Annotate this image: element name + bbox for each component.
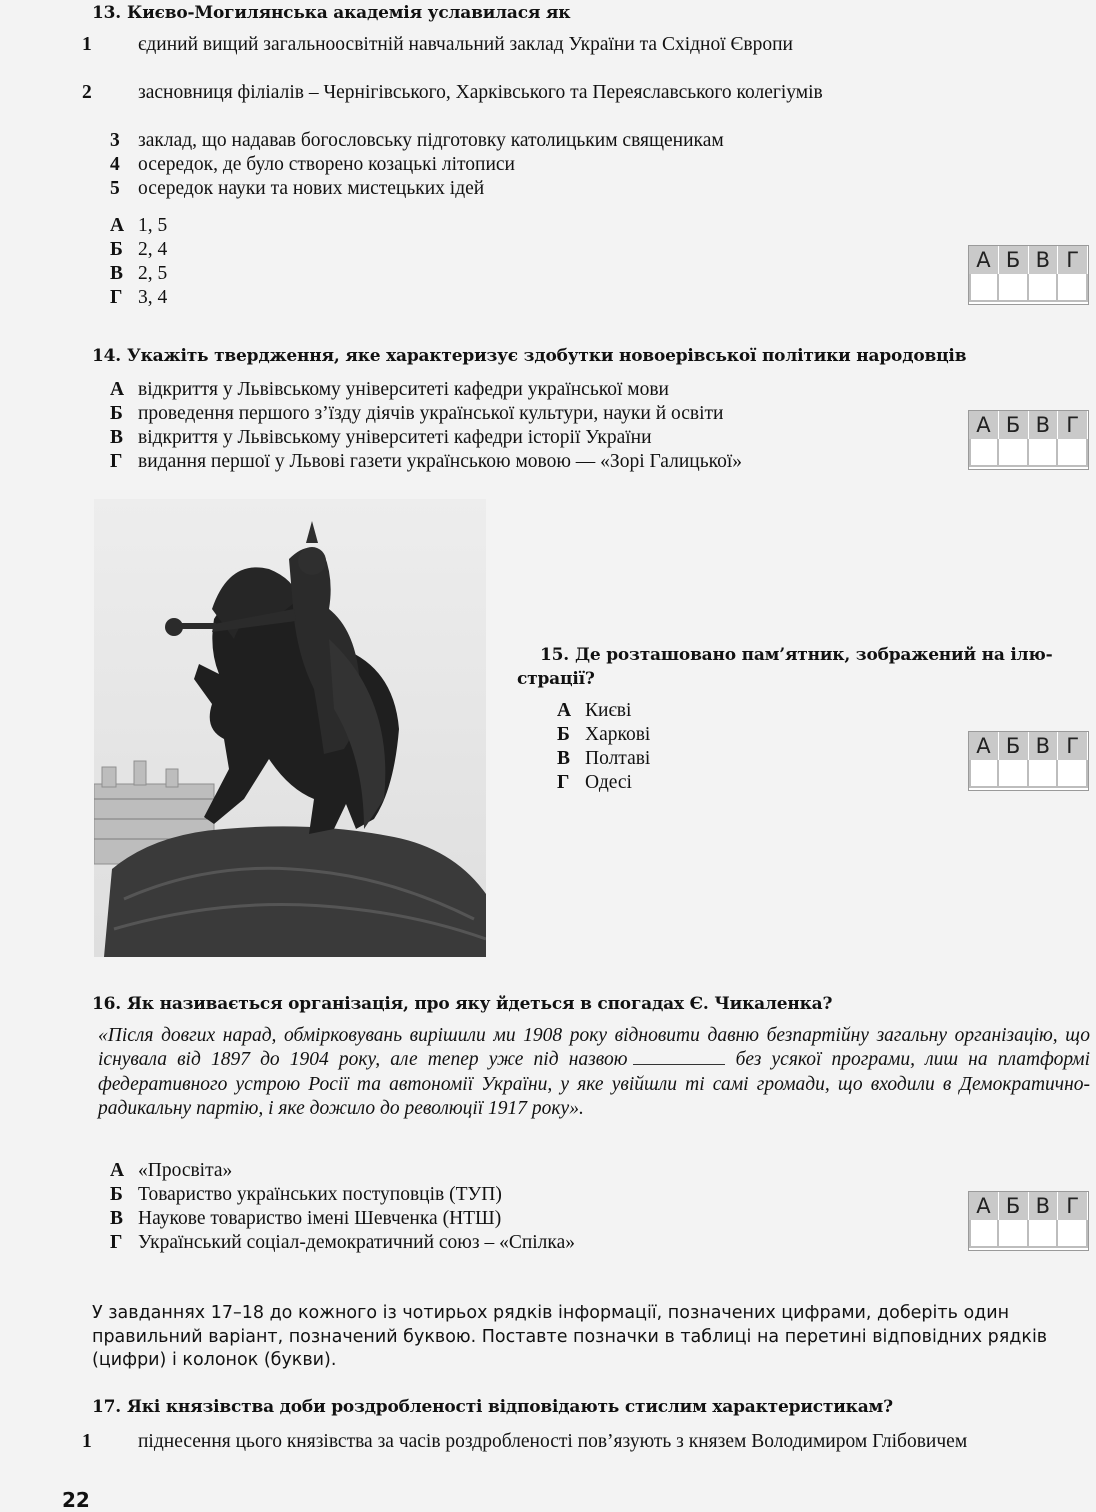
answer-cell-d[interactable] xyxy=(1058,439,1088,467)
q13-option-c: В 2, 5 xyxy=(110,263,168,284)
answer-letter-b: Б xyxy=(999,411,1029,439)
q13-title xyxy=(92,3,570,23)
answer-cell-c[interactable] xyxy=(1029,274,1059,302)
answer-letter-a: А xyxy=(969,411,999,439)
q16-option-c: В Наукове товариство імені Шевченка (НТШ) xyxy=(110,1208,502,1229)
q17-title-text: Які князівства доби роздробленості відповідають стислим характеристикам? xyxy=(126,1397,893,1417)
answer-letter-c: В xyxy=(1029,1192,1059,1220)
answer-cell-c[interactable] xyxy=(1029,760,1059,788)
q14-title xyxy=(92,346,966,366)
q13-item-1: 1 єдиний вищий загальноосвітній навчальний заклад України та Східної Європи xyxy=(82,34,793,55)
q15-title-cont xyxy=(517,669,595,689)
q15-answer-grid xyxy=(968,731,1089,791)
answer-cell-a[interactable] xyxy=(969,274,999,302)
q15-option-b: Б Харкові xyxy=(557,724,651,745)
q14-option-c: В відкриття у Львівському університеті кафедри історії України xyxy=(110,427,652,448)
answer-letter-d: Г xyxy=(1058,1192,1088,1220)
answer-letter-b: Б xyxy=(999,732,1029,760)
monument-photo xyxy=(94,499,486,957)
q15-title-line2: страції? xyxy=(517,669,595,689)
answer-letter-c: В xyxy=(1029,246,1059,274)
q16-number: 16. xyxy=(92,994,121,1014)
q13-answer-grid xyxy=(968,245,1089,305)
q15-title xyxy=(540,645,1053,665)
q13-number: 13. xyxy=(92,3,121,23)
q13-item-2: 2 засновниця філіалів – Чернігівського, Харківського та Переяславського колегіумів xyxy=(82,82,823,103)
answer-letter-a: А xyxy=(969,732,999,760)
q14-option-b: Б проведення першого з’їзду діячів української культури, науки й освіти xyxy=(110,403,724,424)
q13-option-a: А 1, 5 xyxy=(110,215,168,236)
q14-title-text: Укажіть твердження, яке характеризує здобутки новоерівської політики народовців xyxy=(126,346,967,366)
q17-item-1: 1 піднесення цього князівства за часів роздробленості пов’язують з князем Володимиром Глібовичем xyxy=(82,1431,968,1452)
q15-number: 15. xyxy=(540,645,569,665)
answer-cell-a[interactable] xyxy=(969,1220,999,1248)
q15-option-c: В Полтаві xyxy=(557,748,651,769)
answer-cell-b[interactable] xyxy=(999,439,1029,467)
q16-quote-blank xyxy=(633,1064,725,1065)
q16-quote-after: без усякої програми, лиш на платформі федеративного устрою Росії та автономії України, у яке увійшли ті самі громади, що входили в Демократично-радикальну партію, і яке дожило до революції 1917 року». xyxy=(98,1049,1091,1119)
q14-option-a: А відкриття у Львівському університеті кафедри української мови xyxy=(110,379,669,400)
answer-cell-b[interactable] xyxy=(999,760,1029,788)
q16-option-b: Б Товариство українських поступовців (ТУП) xyxy=(110,1184,502,1205)
q16-title xyxy=(92,994,832,1014)
section-instruction: У завданнях 17–18 до кожного із чотирьох рядків інформації, позначених цифрами, доберіть один правильний варіант, позначений буквою. Поставте позначки в таблиці на перетині відповідних рядків (цифри) і колонок (букви). xyxy=(92,1303,1048,1370)
answer-cell-c[interactable] xyxy=(1029,439,1059,467)
q16-answer-grid xyxy=(968,1191,1089,1251)
q14-option-d: Г видання першої у Львові газети українською мовою — «Зорі Галицької» xyxy=(110,451,743,472)
answer-cell-b[interactable] xyxy=(999,1220,1029,1248)
answer-letter-c: В xyxy=(1029,732,1059,760)
page-number: 22 xyxy=(62,1488,90,1512)
answer-letter-a: А xyxy=(969,246,999,274)
q13-option-b: Б 2, 4 xyxy=(110,239,168,260)
answer-cell-b[interactable] xyxy=(999,274,1029,302)
q13-item-4: 4 осередок, де було створено козацькі літописи xyxy=(110,154,515,175)
q16-title-text: Як називається організація, про яку йдеться в спогадах Є. Чикаленка? xyxy=(126,994,833,1014)
answer-cell-c[interactable] xyxy=(1029,1220,1059,1248)
q15-title-line1: Де розташовано пам’ятник, зображений на ілю- xyxy=(574,645,1053,665)
answer-letter-d: Г xyxy=(1058,246,1088,274)
answer-letter-d: Г xyxy=(1058,732,1088,760)
q15-option-d: Г Одесі xyxy=(557,772,632,793)
q17-title xyxy=(92,1397,893,1417)
q14-number: 14. xyxy=(92,346,121,366)
q15-option-a: А Києві xyxy=(557,700,632,721)
answer-letter-c: В xyxy=(1029,411,1059,439)
q16-quote xyxy=(98,1024,1090,1121)
answer-cell-a[interactable] xyxy=(969,760,999,788)
answer-cell-d[interactable] xyxy=(1058,760,1088,788)
q13-option-d: Г 3, 4 xyxy=(110,287,168,308)
q16-quote-before: «Після довгих нарад, обмірковувань вирішили ми 1908 року відновити давню безпартійну загальну організацію, що існувала від 1897 до 1904 року, але тепер уже під назвою xyxy=(98,1025,1090,1071)
q13-item-3: 3 заклад, що надавав богословську підготовку католицьким священикам xyxy=(110,130,724,151)
answer-cell-d[interactable] xyxy=(1058,1220,1088,1248)
answer-cell-a[interactable] xyxy=(969,439,999,467)
q16-option-a: А «Просвіта» xyxy=(110,1160,233,1181)
answer-letter-a: А xyxy=(969,1192,999,1220)
answer-letter-b: Б xyxy=(999,246,1029,274)
answer-cell-d[interactable] xyxy=(1058,274,1088,302)
equestrian-monument-illustration xyxy=(94,499,486,957)
q14-answer-grid xyxy=(968,410,1089,470)
q13-item-5: 5 осередок науки та нових мистецьких ідей xyxy=(110,178,485,199)
answer-letter-d: Г xyxy=(1058,411,1088,439)
answer-letter-b: Б xyxy=(999,1192,1029,1220)
q17-number: 17. xyxy=(92,1397,121,1417)
q13-title-text: Києво-Могилянська академія уславилася як xyxy=(126,3,571,23)
q16-option-d: Г Український соціал-демократичний союз – «Спілка» xyxy=(110,1232,575,1253)
